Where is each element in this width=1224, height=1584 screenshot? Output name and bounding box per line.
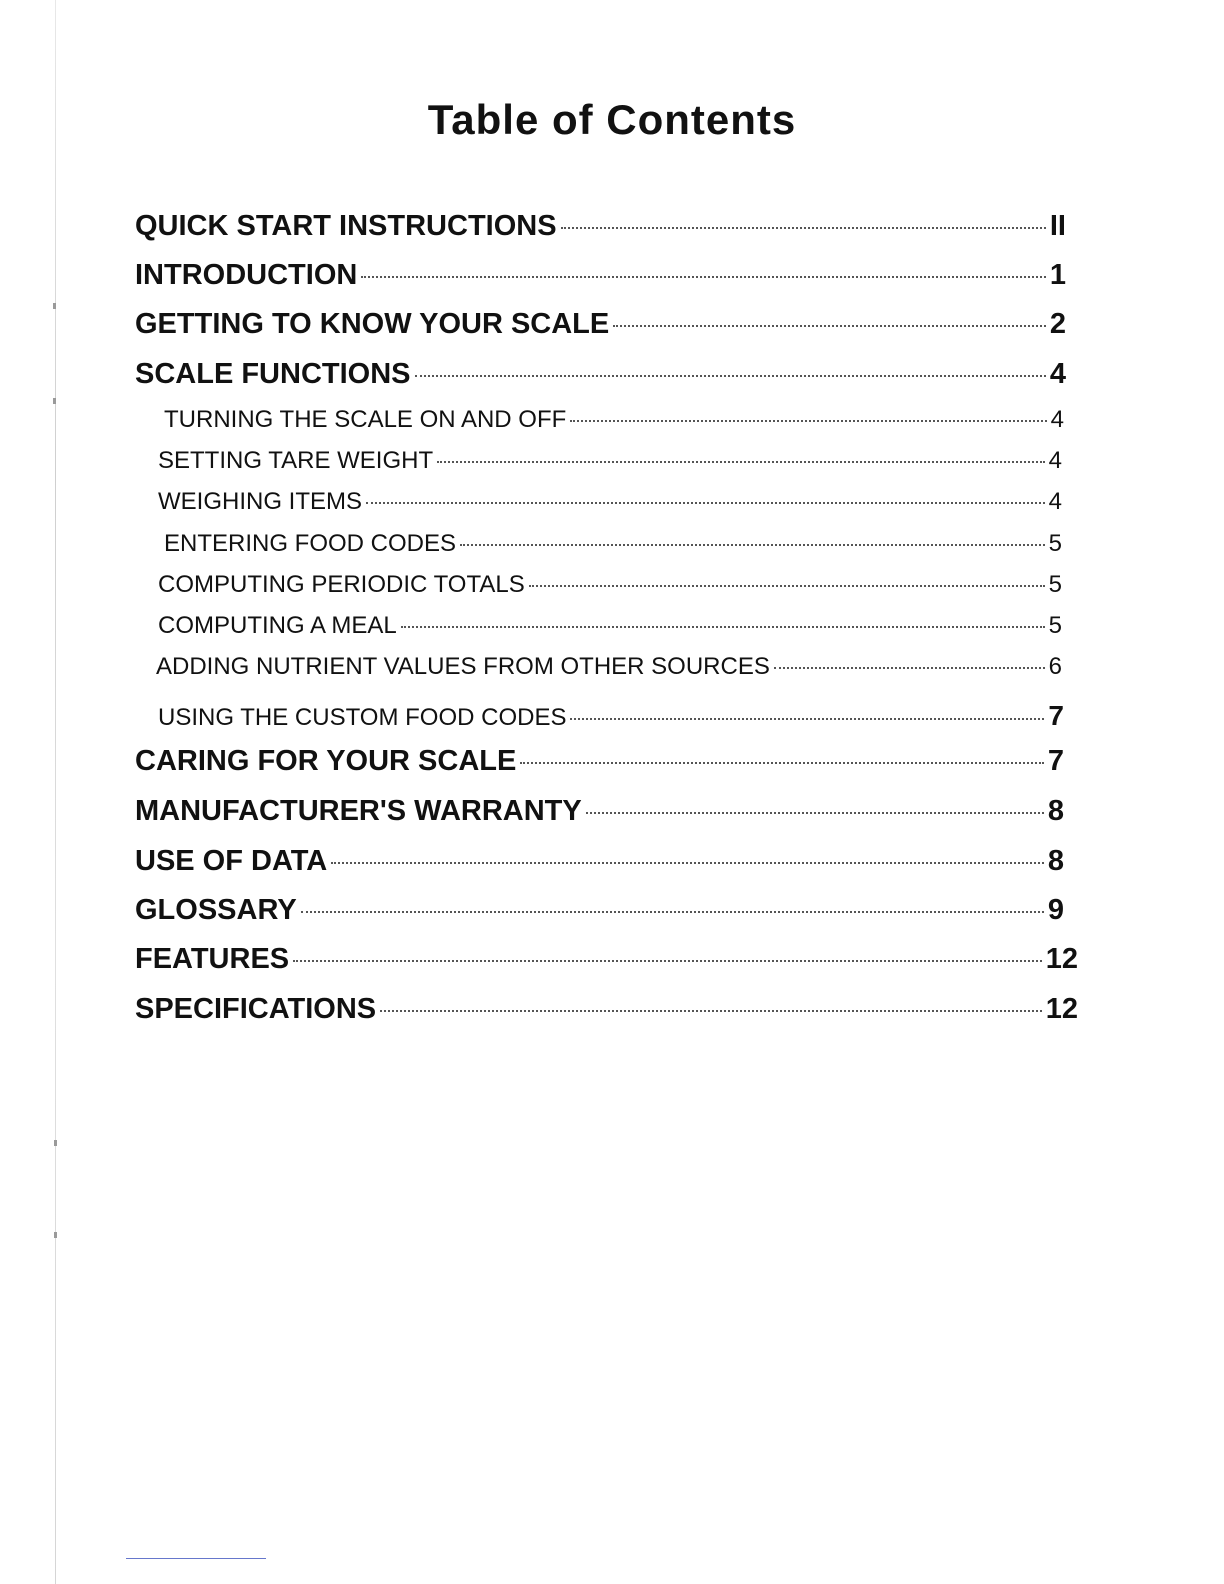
- page-title: Table of Contents: [427, 96, 797, 143]
- toc-entry-page: 12: [1045, 993, 1078, 1025]
- scan-speck: [53, 303, 56, 309]
- toc-dot-leader: [401, 626, 1045, 628]
- toc-subentry[interactable]: [156, 653, 1062, 687]
- toc-entry-page: 1: [1049, 259, 1066, 291]
- toc-dot-leader: [561, 227, 1046, 229]
- toc-entry-page: 4: [1049, 358, 1066, 390]
- toc-subentry[interactable]: [158, 447, 1062, 481]
- toc-entry[interactable]: [135, 358, 1066, 398]
- toc-dot-leader: [570, 718, 1044, 720]
- toc-subentry[interactable]: [164, 406, 1064, 440]
- toc-dot-leader: [331, 862, 1044, 864]
- toc-dot-leader: [460, 544, 1045, 546]
- toc-entry[interactable]: [135, 943, 1078, 983]
- toc-subentry-label: USING THE CUSTOM FOOD CODES: [158, 704, 567, 731]
- toc-subentry[interactable]: [158, 612, 1062, 646]
- toc-subentry-page: 6: [1048, 653, 1062, 680]
- toc-entry-label: INTRODUCTION: [135, 259, 358, 291]
- toc-subentry-page: 4: [1048, 447, 1062, 474]
- toc-entry[interactable]: [135, 210, 1066, 250]
- toc-dot-leader: [415, 375, 1046, 377]
- toc-subentry-page: 5: [1048, 530, 1062, 557]
- toc-entry-page: 8: [1047, 845, 1064, 877]
- toc-entry-page: 12: [1045, 943, 1078, 975]
- footer-rule: [126, 1558, 266, 1559]
- toc-subentry[interactable]: [158, 488, 1062, 522]
- toc-entry[interactable]: [135, 259, 1066, 299]
- toc-dot-leader: [520, 762, 1044, 764]
- scan-edge-line: [55, 0, 56, 1584]
- toc-entry[interactable]: [135, 308, 1066, 348]
- toc-dot-leader: [613, 325, 1046, 327]
- toc-entry-label: CARING FOR YOUR SCALE: [135, 745, 517, 777]
- toc-entry-label: SCALE FUNCTIONS: [135, 358, 411, 390]
- toc-entry-label: SPECIFICATIONS: [135, 993, 377, 1025]
- toc-subentry-page: 4: [1050, 406, 1064, 433]
- toc-subentry-page: 5: [1048, 571, 1062, 598]
- toc-subentry-page: 7: [1048, 700, 1064, 731]
- toc-subentry-label: SETTING TARE WEIGHT: [158, 447, 434, 474]
- toc-subentry[interactable]: [164, 530, 1062, 564]
- toc-entry-label: MANUFACTURER'S WARRANTY: [135, 795, 582, 827]
- toc-subentry-label: COMPUTING PERIODIC TOTALS: [158, 571, 525, 598]
- toc-subentry[interactable]: [158, 700, 1064, 734]
- toc-entry-page: 8: [1047, 795, 1064, 827]
- toc-dot-leader: [366, 502, 1045, 504]
- toc-entry-label: GETTING TO KNOW YOUR SCALE: [135, 308, 610, 340]
- toc-dot-leader: [437, 461, 1045, 463]
- toc-entry-page: II: [1049, 210, 1066, 242]
- toc-dot-leader: [529, 585, 1045, 587]
- toc-entry[interactable]: [135, 845, 1064, 885]
- toc-dot-leader: [570, 420, 1046, 422]
- toc-entry-page: 7: [1047, 745, 1064, 777]
- toc-subentry-label: TURNING THE SCALE ON AND OFF: [164, 406, 567, 433]
- toc-dot-leader: [380, 1010, 1042, 1012]
- toc-subentry-label: ENTERING FOOD CODES: [164, 530, 457, 557]
- toc-dot-leader: [293, 960, 1042, 962]
- toc-dot-leader: [361, 276, 1046, 278]
- toc-subentry[interactable]: [158, 571, 1062, 605]
- toc-subentry-page: 5: [1048, 612, 1062, 639]
- toc-subentry-label: WEIGHING ITEMS: [158, 488, 362, 515]
- toc-dot-leader: [301, 911, 1044, 913]
- toc-entry[interactable]: [135, 993, 1078, 1033]
- toc-entry-page: 9: [1047, 894, 1064, 926]
- toc-entry-label: GLOSSARY: [135, 894, 297, 926]
- toc-subentry-label: COMPUTING A MEAL: [158, 612, 397, 639]
- scan-speck: [54, 1232, 57, 1238]
- scan-speck: [54, 1140, 57, 1146]
- toc-entry[interactable]: [135, 894, 1064, 934]
- scan-speck: [53, 398, 56, 404]
- toc-entry-label: USE OF DATA: [135, 845, 328, 877]
- toc-entry[interactable]: [135, 795, 1064, 835]
- toc-dot-leader: [774, 667, 1045, 669]
- toc-entry[interactable]: [135, 745, 1064, 785]
- toc-subentry-page: 4: [1048, 488, 1062, 515]
- toc-entry-label: FEATURES: [135, 943, 290, 975]
- toc-subentry-label: ADDING NUTRIENT VALUES FROM OTHER SOURCES: [156, 653, 770, 680]
- toc-entry-label: QUICK START INSTRUCTIONS: [135, 210, 557, 242]
- toc-dot-leader: [586, 812, 1044, 814]
- toc-entry-page: 2: [1049, 308, 1066, 340]
